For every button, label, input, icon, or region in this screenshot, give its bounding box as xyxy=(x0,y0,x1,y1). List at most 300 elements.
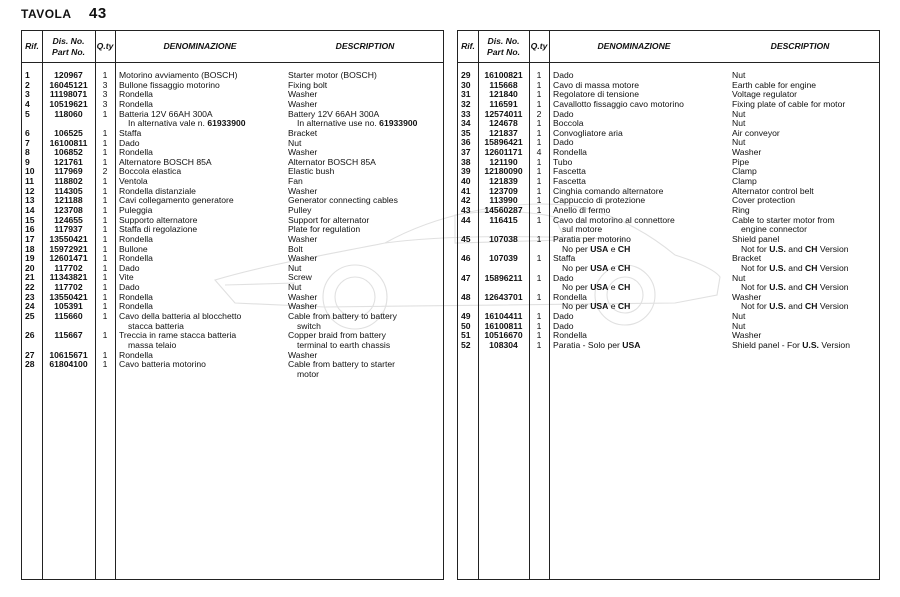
denominazione-text: Motorino avviamento (BOSCH) xyxy=(119,70,238,80)
denominazione-text: Rondella xyxy=(119,301,153,312)
ref-number: 11 xyxy=(25,176,35,187)
quantity: 1 xyxy=(536,185,542,196)
description-text: Nut xyxy=(288,282,302,293)
denominazione-text: Cinghia comando alternatore xyxy=(553,185,664,196)
description-text: Pulley xyxy=(288,204,312,215)
quantity: 1 xyxy=(102,108,108,119)
part-number: 121761 xyxy=(54,156,83,167)
description-text: Nut xyxy=(732,118,746,129)
quantity: 1 xyxy=(102,349,108,360)
description-text: Nut xyxy=(732,311,746,322)
part-number: 121837 xyxy=(489,127,518,138)
description-text: Washer xyxy=(288,185,318,196)
denominazione-text: Alternatore BOSCH 85A xyxy=(119,156,212,167)
ref-number: 22 xyxy=(25,282,35,293)
denominazione-text: Cavo batteria motorino xyxy=(119,359,206,370)
denominazione-text: Rondella xyxy=(553,147,587,158)
ref-number: 43 xyxy=(461,204,471,215)
part-number: 116415 xyxy=(489,214,518,225)
denominazione-text: Vite xyxy=(119,272,134,283)
header-denominazione: DENOMINAZIONE xyxy=(163,41,237,51)
description-text: Clamp xyxy=(732,176,757,187)
header-denominazione: DENOMINAZIONE xyxy=(597,41,671,51)
part-number: 61804100 xyxy=(49,359,88,370)
quantity: 1 xyxy=(102,195,108,206)
denominazione-text: Dado xyxy=(553,311,574,322)
description-text: Nut xyxy=(732,70,746,80)
quantity: 1 xyxy=(102,272,108,283)
table-row xyxy=(22,158,443,168)
denominazione-text: Bullone xyxy=(119,243,148,254)
quantity: 1 xyxy=(536,311,542,322)
ref-number: 37 xyxy=(461,147,471,158)
part-number: 117702 xyxy=(54,282,83,293)
quantity: 1 xyxy=(536,272,542,283)
description-text: Washer xyxy=(288,301,318,312)
description-text: Clamp xyxy=(732,166,757,177)
description-text: Nut Not for U.S. and CH Version xyxy=(732,272,849,293)
table-row xyxy=(22,206,443,216)
part-number: 10516670 xyxy=(484,330,523,341)
table-row xyxy=(458,254,879,273)
ref-number: 17 xyxy=(25,233,35,244)
denominazione-text: Rondella xyxy=(119,291,153,302)
description-text: Voltage regulator xyxy=(732,89,797,100)
denominazione-text: Rondella distanziale xyxy=(119,185,196,196)
header-part-no xyxy=(42,31,95,62)
part-number: 12601471 xyxy=(49,253,88,264)
ref-number: 47 xyxy=(461,272,471,283)
description-text: Battery 12V 66AH 300A In alternative use no. 61933900 xyxy=(288,108,418,129)
denominazione-text: Cavallotto fissaggio cavo motorino xyxy=(553,98,684,109)
denominazione-text: Paratia - Solo per USA xyxy=(553,340,641,351)
denominazione-text: Cavo di massa motore xyxy=(553,79,639,90)
description-text: Generator connecting cables xyxy=(288,195,398,206)
description-text: Washer xyxy=(288,349,318,360)
part-number: 14560287 xyxy=(484,204,523,215)
description-text: Washer xyxy=(288,147,318,158)
ref-number: 10 xyxy=(25,166,35,177)
ref-number: 12 xyxy=(25,185,35,196)
quantity: 1 xyxy=(536,204,542,215)
denominazione-text: Ventola xyxy=(119,176,148,187)
denominazione-text: Rondella xyxy=(119,233,153,244)
quantity: 1 xyxy=(536,320,542,331)
quantity: 1 xyxy=(536,233,542,244)
quantity: 1 xyxy=(102,253,108,264)
part-number: 16100821 xyxy=(484,70,523,80)
denominazione-text: Staffa No per USA e CH xyxy=(553,253,631,273)
header-qty: Q.ty xyxy=(530,41,548,51)
table-row xyxy=(458,274,879,293)
denominazione-text: Staffa di regolazione xyxy=(119,224,198,235)
quantity: 1 xyxy=(536,118,542,129)
ref-number: 7 xyxy=(25,137,30,148)
ref-number: 16 xyxy=(25,224,35,235)
part-number: 108304 xyxy=(489,340,518,351)
quantity: 1 xyxy=(102,311,108,322)
quantity: 1 xyxy=(102,330,108,341)
ref-number: 27 xyxy=(25,349,35,360)
description-text: Washer xyxy=(732,147,762,158)
header-part-line2: Part No. xyxy=(487,46,520,57)
quantity: 1 xyxy=(102,137,108,148)
description-text: Washer xyxy=(288,291,318,302)
part-number: 10615671 xyxy=(49,349,88,360)
description-text: Cable from battery to battery switch xyxy=(288,311,397,331)
table-row xyxy=(458,216,879,235)
quantity: 1 xyxy=(536,70,542,80)
quantity: 1 xyxy=(536,291,542,302)
quantity: 1 xyxy=(102,147,108,158)
part-number: 123709 xyxy=(489,185,518,196)
denominazione-text: Paratia per motorino No per USA e CH xyxy=(553,233,631,254)
part-number: 16100811 xyxy=(484,320,523,331)
denominazione-text: Treccia in rame stacca batteria massa telaio xyxy=(119,330,237,350)
ref-number: 9 xyxy=(25,156,30,167)
ref-number: 6 xyxy=(25,127,30,138)
part-number: 12180090 xyxy=(484,166,523,177)
part-number: 117969 xyxy=(54,166,83,177)
table-row xyxy=(22,110,443,129)
quantity: 1 xyxy=(536,137,542,148)
table-row xyxy=(22,331,443,350)
part-number: 118060 xyxy=(54,108,83,119)
part-number: 16104411 xyxy=(484,311,523,322)
quantity: 1 xyxy=(102,156,108,167)
ref-number: 24 xyxy=(25,301,35,312)
parts-table-left xyxy=(21,30,444,580)
quantity: 1 xyxy=(536,127,542,138)
ref-number: 41 xyxy=(461,185,471,196)
ref-number: 52 xyxy=(461,340,471,351)
table-row xyxy=(458,235,879,254)
description-text: Cable from battery to starter motor xyxy=(288,359,395,379)
part-number: 117702 xyxy=(54,262,83,273)
ref-number: 19 xyxy=(25,253,35,264)
ref-number: 8 xyxy=(25,147,30,158)
description-text: Bracket Not for U.S. and CH Version xyxy=(732,253,849,273)
ref-number: 48 xyxy=(461,291,471,302)
quantity: 1 xyxy=(536,79,542,90)
denominazione-text: Rondella xyxy=(119,98,153,109)
description-text: Cable to starter motor from engine connector xyxy=(732,214,835,235)
description-text: Cover protection xyxy=(732,195,796,206)
ref-number: 38 xyxy=(461,156,471,167)
table-row xyxy=(22,196,443,206)
ref-number: 36 xyxy=(461,137,471,148)
denominazione-text: Staffa xyxy=(119,127,142,138)
ref-number: 21 xyxy=(25,272,35,283)
quantity: 1 xyxy=(102,282,108,293)
part-number: 124655 xyxy=(54,214,83,225)
description-text: Fan xyxy=(288,176,303,187)
description-text: Nut xyxy=(732,320,746,331)
denominazione-text: Dado xyxy=(119,282,140,293)
table-row xyxy=(22,312,443,331)
quantity: 1 xyxy=(102,243,108,254)
quantity: 1 xyxy=(102,291,108,302)
header-rif: Rif. xyxy=(461,41,475,51)
denominazione-text: Dado xyxy=(553,320,574,331)
quantity: 2 xyxy=(536,108,542,119)
description-text: Fixing plate of cable for motor xyxy=(732,98,846,109)
table-row xyxy=(22,139,443,149)
quantity: 1 xyxy=(536,176,542,187)
description-text: Washer xyxy=(288,233,318,244)
description-text: Ring xyxy=(732,204,750,215)
part-number: 121840 xyxy=(489,89,518,100)
ref-number: 18 xyxy=(25,243,35,254)
description-text: Support for alternator xyxy=(288,214,370,225)
part-number: 113990 xyxy=(489,195,518,206)
denominazione-text: Rondella xyxy=(119,253,153,264)
ref-number: 45 xyxy=(461,233,471,244)
parts-table-right xyxy=(457,30,880,580)
part-number: 117937 xyxy=(54,224,83,235)
part-number: 105391 xyxy=(54,301,83,312)
quantity: 1 xyxy=(536,253,542,264)
denominazione-text: Fascetta xyxy=(553,166,586,177)
denominazione-text: Boccola elastica xyxy=(119,166,182,177)
part-number: 10519621 xyxy=(49,98,88,109)
denominazione-text: Cavi collegamento generatore xyxy=(119,195,234,206)
header-part-line1: Dis. No. xyxy=(487,35,520,46)
description-text: Washer Not for U.S. and CH Version xyxy=(732,291,849,312)
table-row xyxy=(458,293,879,312)
description-text: Fixing bolt xyxy=(288,79,328,90)
description-text: Elastic bush xyxy=(288,166,335,177)
quantity: 1 xyxy=(536,340,542,351)
denominazione-text: Supporto alternatore xyxy=(119,214,198,225)
table-row xyxy=(22,293,443,303)
ref-number: 35 xyxy=(461,127,471,138)
part-number: 15896421 xyxy=(484,137,523,148)
denominazione-text: Dado xyxy=(553,70,574,80)
part-number: 114305 xyxy=(54,185,83,196)
ref-number: 32 xyxy=(461,98,471,109)
denominazione-text: Dado xyxy=(553,108,574,119)
table-row xyxy=(22,273,443,283)
ref-number: 23 xyxy=(25,291,35,302)
quantity: 1 xyxy=(102,204,108,215)
ref-number: 50 xyxy=(461,320,471,331)
description-text: Nut xyxy=(732,137,746,148)
description-text: Pipe xyxy=(732,156,750,167)
ref-number: 51 xyxy=(461,330,471,341)
ref-number: 31 xyxy=(461,89,471,100)
part-number: 106852 xyxy=(54,147,83,158)
denominazione-text: Dado No per USA e CH xyxy=(553,272,631,293)
description-text: Washer xyxy=(288,253,318,264)
ref-number: 29 xyxy=(461,70,471,80)
part-number: 11198071 xyxy=(49,89,88,100)
denominazione-text: Dado xyxy=(119,137,140,148)
ref-number: 28 xyxy=(25,359,35,370)
quantity: 4 xyxy=(536,147,542,158)
description-text: Nut xyxy=(288,262,302,273)
denominazione-text: Rondella xyxy=(119,147,153,158)
table-row xyxy=(458,119,879,129)
table-row xyxy=(22,177,443,187)
header-part-line2: Part No. xyxy=(52,46,85,57)
ref-number: 49 xyxy=(461,311,471,322)
table-row xyxy=(458,177,879,187)
part-number: 11343821 xyxy=(49,272,88,283)
part-number: 16100811 xyxy=(49,137,88,148)
quantity: 3 xyxy=(102,79,108,90)
quantity: 2 xyxy=(102,166,108,177)
denominazione-text: Fascetta xyxy=(553,176,586,187)
table-row xyxy=(458,167,879,177)
quantity: 1 xyxy=(102,214,108,225)
table-row xyxy=(22,360,443,379)
part-number: 124678 xyxy=(489,118,518,129)
part-number: 121188 xyxy=(54,195,83,206)
table-number: 43 xyxy=(89,5,107,22)
rows-left xyxy=(22,71,443,380)
header-description: DESCRIPTION xyxy=(770,41,830,51)
part-number: 120967 xyxy=(54,70,83,80)
part-number: 13550421 xyxy=(49,291,88,302)
denominazione-text: Convogliatore aria xyxy=(553,127,623,138)
quantity: 1 xyxy=(102,224,108,235)
ref-number: 44 xyxy=(461,214,471,225)
denominazione-text: Rondella No per USA e CH xyxy=(553,291,631,312)
denominazione-text: Tubo xyxy=(553,156,573,167)
ref-number: 2 xyxy=(25,79,30,90)
denominazione-text: Dado xyxy=(119,262,140,273)
quantity: 3 xyxy=(102,89,108,100)
ref-number: 13 xyxy=(25,195,35,206)
ref-number: 4 xyxy=(25,98,30,109)
denominazione-text: Batteria 12V 66AH 300A In alternativa vale n. 61933900 xyxy=(119,108,246,129)
table-row xyxy=(22,167,443,177)
description-text: Bolt xyxy=(288,243,303,254)
description-text: Washer xyxy=(732,330,762,341)
part-number: 107038 xyxy=(489,233,518,244)
header-qty: Q.ty xyxy=(96,41,114,51)
ref-number: 1 xyxy=(25,70,30,80)
ref-number: 14 xyxy=(25,204,35,215)
denominazione-text: Cavo della batteria al blocchetto stacca batteria xyxy=(119,311,242,331)
ref-number: 42 xyxy=(461,195,471,206)
page-title xyxy=(21,5,107,22)
part-number: 121839 xyxy=(489,176,518,187)
quantity: 1 xyxy=(102,176,108,187)
quantity: 1 xyxy=(102,127,108,138)
description-text: Shield panel Not for U.S. and CH Version xyxy=(732,233,849,254)
description-text: Starter motor (BOSCH) xyxy=(288,70,377,80)
description-text: Washer xyxy=(288,98,318,109)
denominazione-text: Rondella xyxy=(119,349,153,360)
quantity: 1 xyxy=(102,233,108,244)
denominazione-text: Boccola xyxy=(553,118,584,129)
description-text: Alternator control belt xyxy=(732,185,814,196)
description-text: Alternator BOSCH 85A xyxy=(288,156,376,167)
ref-number: 34 xyxy=(461,118,471,129)
denominazione-text: Puleggia xyxy=(119,204,153,215)
quantity: 1 xyxy=(102,262,108,273)
part-number: 12574011 xyxy=(484,108,523,119)
denominazione-text: Dado xyxy=(553,137,574,148)
ref-number: 39 xyxy=(461,166,471,177)
header-rif: Rif. xyxy=(25,41,39,51)
title-label: TAVOLA xyxy=(21,7,72,21)
part-number: 107039 xyxy=(489,253,518,264)
quantity: 1 xyxy=(536,195,542,206)
denominazione-text: Cappuccio di protezione xyxy=(553,195,646,206)
rows-right xyxy=(458,71,879,351)
ref-number: 33 xyxy=(461,108,471,119)
quantity: 1 xyxy=(536,98,542,109)
description-text: Nut xyxy=(732,108,746,119)
description-text: Washer xyxy=(288,89,318,100)
quantity: 1 xyxy=(102,185,108,196)
table-row xyxy=(458,341,879,351)
part-number: 16045121 xyxy=(49,79,88,90)
part-number: 118802 xyxy=(54,176,83,187)
quantity: 3 xyxy=(102,98,108,109)
ref-number: 15 xyxy=(25,214,35,225)
part-number: 15896211 xyxy=(484,272,523,283)
denominazione-text: Anello di fermo xyxy=(553,204,611,215)
quantity: 1 xyxy=(536,156,542,167)
ref-number: 46 xyxy=(461,253,471,264)
ref-number: 26 xyxy=(25,330,35,341)
description-text: Earth cable for engine xyxy=(732,79,817,90)
ref-number: 3 xyxy=(25,89,30,100)
description-text: Air conveyor xyxy=(732,127,780,138)
ref-number: 5 xyxy=(25,108,30,119)
quantity: 1 xyxy=(102,301,108,312)
denominazione-text: Regolatore di tensione xyxy=(553,89,639,100)
denominazione-text: Cavo dal motorino al connettore sul motore xyxy=(553,214,675,235)
description-text: Plate for regulation xyxy=(288,224,361,235)
part-number: 121190 xyxy=(489,156,518,167)
description-text: Copper braid from battery terminal to earth chassis xyxy=(288,330,391,350)
table-row xyxy=(458,148,879,158)
ref-number: 40 xyxy=(461,176,471,187)
part-number: 12601171 xyxy=(484,147,523,158)
ref-number: 25 xyxy=(25,311,35,322)
header-part-no xyxy=(478,31,529,62)
header-part-line1: Dis. No. xyxy=(52,35,85,46)
description-text: Screw xyxy=(288,272,312,283)
quantity: 1 xyxy=(102,359,108,370)
quantity: 1 xyxy=(536,166,542,177)
part-number: 115667 xyxy=(54,330,83,341)
description-text: Shield panel - For U.S. Version xyxy=(732,340,850,351)
table-row xyxy=(22,148,443,158)
part-number: 15972921 xyxy=(49,243,88,254)
table-row xyxy=(458,110,879,120)
quantity: 1 xyxy=(102,70,108,80)
part-number: 13550421 xyxy=(49,233,88,244)
part-number: 123708 xyxy=(54,204,83,215)
quantity: 1 xyxy=(536,214,542,225)
description-text: Nut xyxy=(288,137,302,148)
description-text: Bracket xyxy=(288,127,318,138)
part-number: 115668 xyxy=(489,79,518,90)
table-row xyxy=(22,254,443,264)
ref-number: 30 xyxy=(461,79,471,90)
table-row xyxy=(22,100,443,110)
part-number: 106525 xyxy=(54,127,83,138)
denominazione-text: Bullone fissaggio motorino xyxy=(119,79,220,90)
denominazione-text: Rondella xyxy=(553,330,587,341)
part-number: 115660 xyxy=(54,311,83,322)
